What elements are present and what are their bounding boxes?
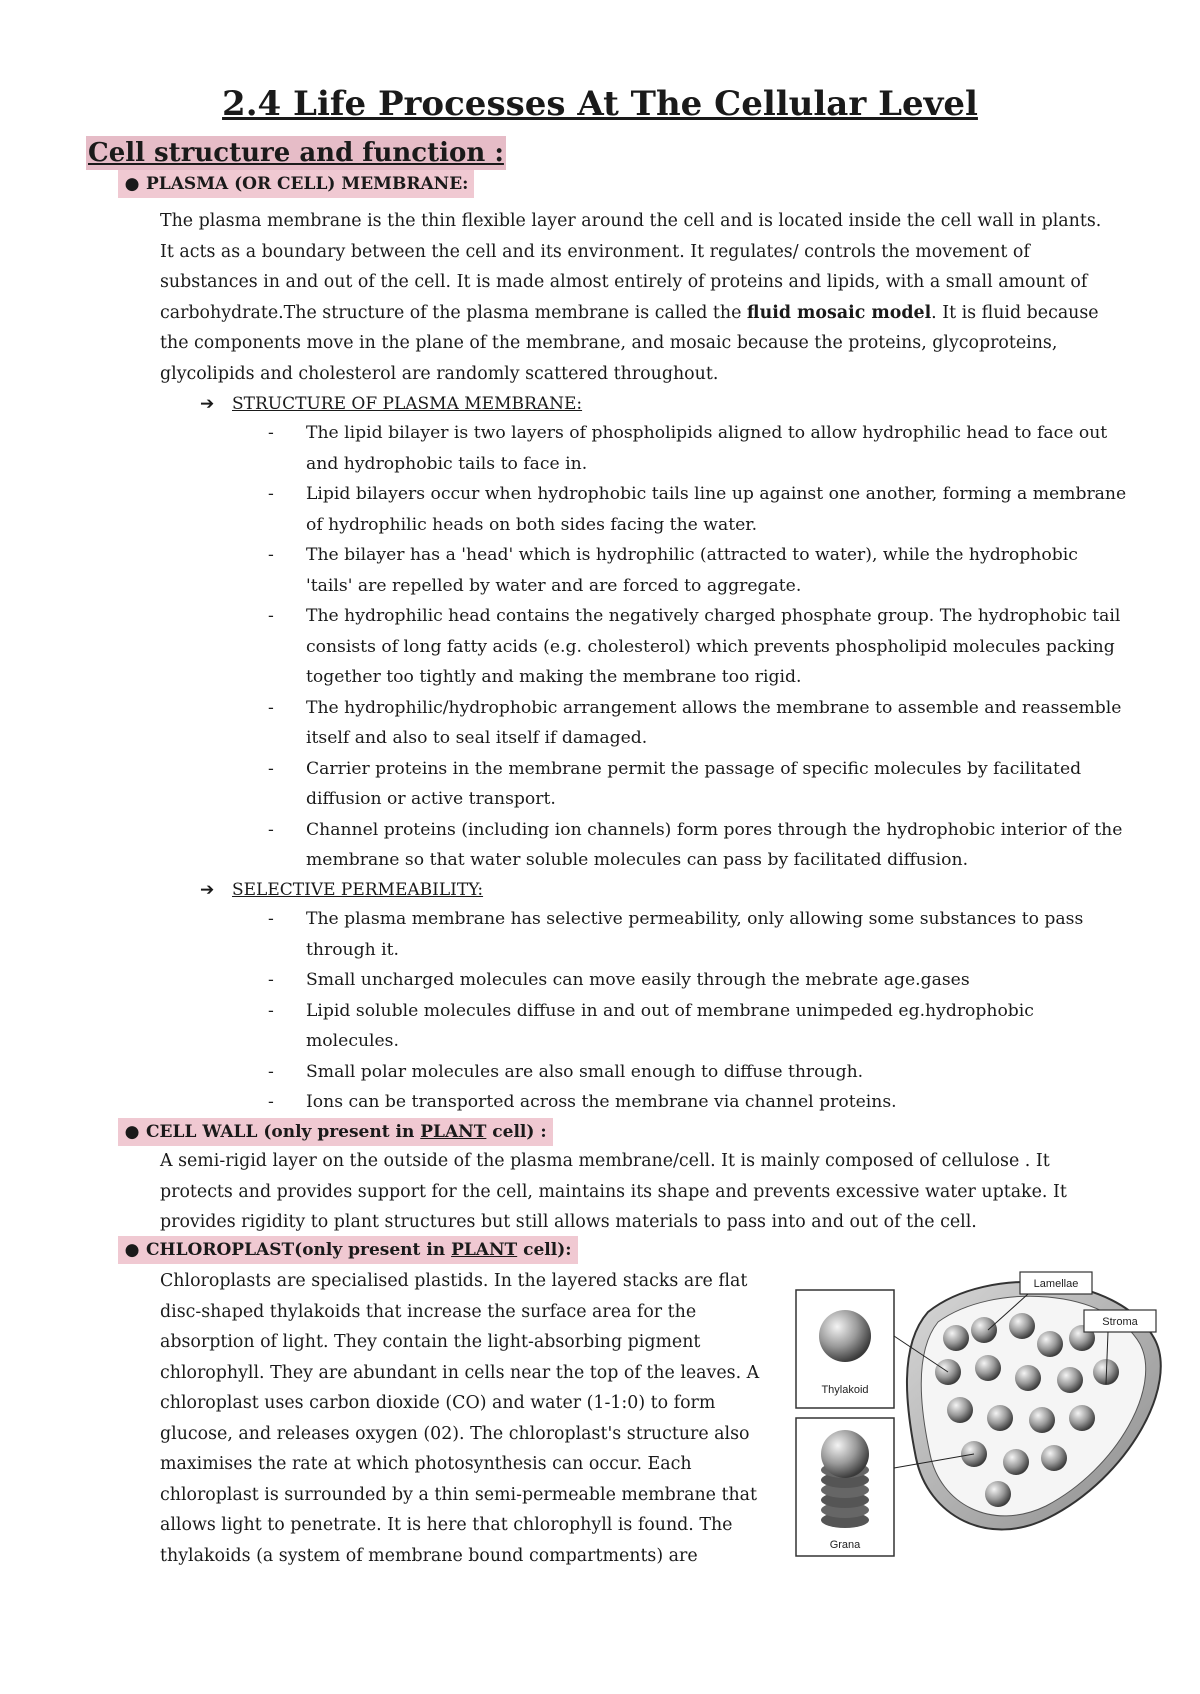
arrow-right-icon: ➔ [200, 394, 215, 414]
chloroplast-diagram [788, 1268, 1164, 1560]
permeability-subheading: ➔ SELECTIVE PERMEABILITY: [200, 876, 483, 904]
list-item: - Channel proteins (including ion channels) form pores through the hydrophobic interior of the membrane so that water soluble molecules can pass by facilitated diffusion. [268, 815, 1128, 876]
bullet-icon: ● [124, 1240, 140, 1260]
structure-list [268, 418, 1128, 876]
fluid-mosaic-term: fluid mosaic model [746, 302, 932, 323]
list-item: - Ions can be transported across the membrane via channel proteins. [268, 1087, 1128, 1118]
cell-wall-paragraph: A semi-rigid layer on the outside of the plasma membrane/cell. It is mainly composed of cellulose . It protects and provides support for the cell, maintains its shape and prevents excessive water uptake. It provides rigidity to plant structures but still allows materials to pass into and out of the cell. [160, 1151, 1067, 1232]
arrow-right-icon: ➔ [200, 880, 215, 900]
thylakoid-sphere [819, 1310, 871, 1362]
list-item: - The hydrophilic head contains the negatively charged phosphate group. The hydrophobic tail consists of long fatty acids (e.g. cholesterol) which prevents phospholipid molecules packing together too tightly and making the membrane too rigid. [268, 601, 1128, 693]
stroma-label: Stroma [1102, 1316, 1138, 1328]
page-title: 2.4 Life Processes At The Cellular Level [222, 84, 978, 124]
section-heading: Cell structure and function : [88, 138, 504, 168]
bullet-icon: ● [124, 174, 140, 194]
chloroplast-paragraph: Chloroplasts are specialised plastids. In the layered stacks are flat disc-shaped thylakoids that increase the surface area for the absorption of light. They contain the light-absorbing pigment chlorophyll. They are abundant in cells near the top of the leaves. A chloroplast uses carbon dioxide (CO) and water (1-1:0) to form glucose, and releases oxygen (02). The chloroplast's structure also maximises the rate at which photosynthesis can occur. Each chloroplast is surrounded by a thin semi-permeable membrane that allows light to penetrate. It is here that chlorophyll is found. The thylakoids (a system of membrane bound compartments) are [160, 1271, 760, 1566]
list-item: - Small uncharged molecules can move easily through the mebrate age.gases [268, 965, 1128, 996]
cell-wall-heading: ● CELL WALL (only present in PLANT cell) : [118, 1118, 553, 1146]
permeability-list [268, 904, 1128, 1118]
lamellae-label: Lamellae [1033, 1278, 1079, 1290]
thylakoid-label: Thylakoid [821, 1384, 869, 1396]
list-item: - The lipid bilayer is two layers of phospholipids aligned to allow hydrophilic head to face out and hydrophobic tails to face in. [268, 418, 1128, 479]
plasma-membrane-paragraph: The plasma membrane is the thin flexible layer around the cell and is located inside the cell wall in plants. It acts as a boundary between the cell and its environment. It regulates/ controls the movement of substances in and out of the cell. It is made almost entirely of proteins and lipids, with a small amount of carbohydrate.The structure of the plasma membrane is called the fluid mosaic model. It is fluid because the components move in the plane of the membrane, and mosaic because the proteins, glycoproteins, glycolipids and cholesterol are randomly scattered throughout. [160, 211, 1102, 384]
list-item: - Lipid soluble molecules diffuse in and out of membrane unimpeded eg.hydrophobic molecules. [268, 996, 1128, 1057]
chloroplast-heading: ● CHLOROPLAST(only present in PLANT cell): [118, 1236, 578, 1264]
list-item: - The hydrophilic/hydrophobic arrangement allows the membrane to assemble and reassemble itself and also to seal itself if damaged. [268, 693, 1128, 754]
list-item: - Lipid bilayers occur when hydrophobic tails line up against one another, forming a membrane of hydrophilic heads on both sides facing the water. [268, 479, 1128, 540]
list-item: - Small polar molecules are also small enough to diffuse through. [268, 1057, 1128, 1088]
bullet-icon: ● [124, 1122, 140, 1142]
list-item: - The plasma membrane has selective permeability, only allowing some substances to pass through it. [268, 904, 1128, 965]
grana-label: Grana [829, 1539, 861, 1551]
plasma-membrane-heading: ● PLASMA (OR CELL) MEMBRANE: [118, 170, 474, 198]
list-item: - Carrier proteins in the membrane permit the passage of specific molecules by facilitated diffusion or active transport. [268, 754, 1128, 815]
list-item: - The bilayer has a 'head' which is hydrophilic (attracted to water), while the hydrophobic 'tails' are repelled by water and are forced to aggregate. [268, 540, 1128, 601]
structure-subheading: ➔ STRUCTURE OF PLASMA MEMBRANE: [200, 390, 582, 418]
grana-stack [821, 1430, 869, 1528]
